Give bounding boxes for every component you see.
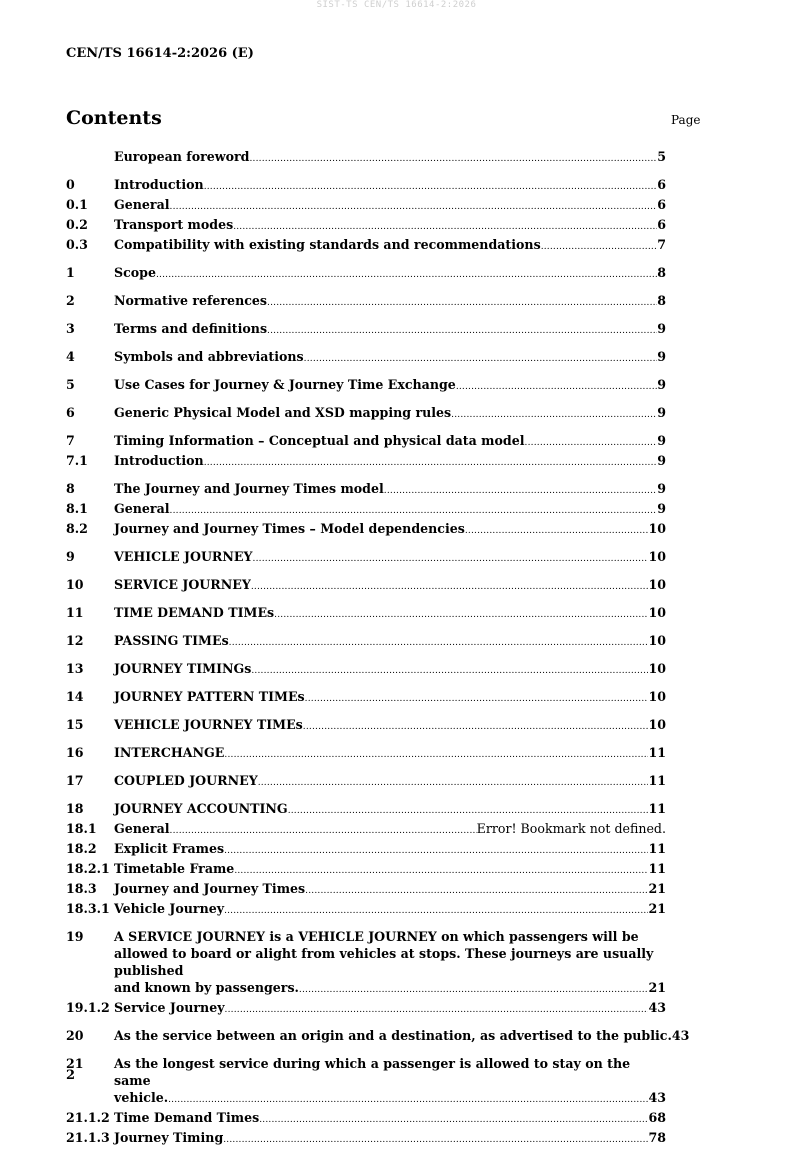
toc-entry-number xyxy=(66,148,114,168)
dot-leader xyxy=(225,1002,649,1019)
toc-entry[interactable] xyxy=(66,820,666,840)
toc-entry[interactable] xyxy=(66,216,666,236)
toc-entry[interactable] xyxy=(66,548,666,568)
toc-entry[interactable] xyxy=(66,860,666,880)
toc-entry-number: 8.2 xyxy=(66,521,88,536)
dot-leader xyxy=(249,151,657,168)
toc-entry[interactable] xyxy=(66,348,666,368)
toc-entry[interactable] xyxy=(66,292,666,312)
toc-entry[interactable] xyxy=(66,900,666,920)
toc-entry-title: Introduction xyxy=(114,453,204,468)
dot-leader xyxy=(525,435,658,452)
dot-leader xyxy=(204,179,658,196)
toc-entry[interactable] xyxy=(66,928,666,999)
toc-entry[interactable] xyxy=(66,176,666,196)
toc-entry-number: 18.2 xyxy=(66,841,97,856)
dot-leader xyxy=(253,551,649,568)
toc-entry-title: The Journey and Journey Times model xyxy=(114,481,384,496)
toc-entry-title: PASSING TIMEs xyxy=(114,633,229,648)
toc-entry-number: 8.1 xyxy=(66,501,88,516)
toc-entry-page: 68 xyxy=(648,1110,666,1125)
dot-leader xyxy=(251,579,649,596)
toc-entry[interactable] xyxy=(66,1129,666,1149)
toc-entry-number: 8 xyxy=(66,481,75,496)
toc-entry-title: Timetable Frame xyxy=(114,861,235,876)
toc-entry-title: Timing Information – Conceptual and physical data model xyxy=(114,433,525,448)
toc-entry-number: 19.1.2 xyxy=(66,1000,110,1015)
toc-entry-title: Journey and Journey Times – Model dependencies xyxy=(114,521,465,536)
toc-entry-number: 12 xyxy=(66,633,84,648)
dot-leader xyxy=(170,823,477,840)
toc-entry-page: 10 xyxy=(648,717,666,732)
toc-entry-page: 7 xyxy=(657,237,666,252)
toc-entry-title: Explicit Frames xyxy=(114,841,225,856)
toc-entry-title: Compatibility with existing standards and recommendations xyxy=(114,237,541,252)
toc-entry-number: 3 xyxy=(66,321,75,336)
toc-entry-title: Transport modes xyxy=(114,217,234,232)
dot-leader xyxy=(170,503,658,520)
toc-entry[interactable] xyxy=(66,196,666,216)
toc-entry-title: Scope xyxy=(114,265,156,280)
dot-leader xyxy=(233,219,657,236)
dot-leader xyxy=(267,323,657,340)
toc-entry-title: JOURNEY TIMINGs xyxy=(114,661,252,676)
dot-leader xyxy=(204,455,658,472)
dot-leader xyxy=(267,295,657,312)
toc-entry-page: 11 xyxy=(648,861,666,876)
toc-entry-number: 18 xyxy=(66,801,84,816)
toc-entry-title: Journey Timing xyxy=(114,1130,224,1145)
toc-entry-number: 17 xyxy=(66,773,84,788)
toc-entry-page: 10 xyxy=(648,577,666,592)
toc-entry-title: Service Journey xyxy=(114,1000,225,1015)
toc-entry[interactable] xyxy=(66,376,666,396)
toc-entry[interactable] xyxy=(66,1027,690,1047)
toc-entry-page: 9 xyxy=(657,377,666,392)
toc-entry[interactable] xyxy=(66,264,666,284)
toc-entry-title: As the longest service during which a passenger is allowed to stay on the same xyxy=(114,1056,631,1088)
toc-entry-number: 16 xyxy=(66,745,84,760)
dot-leader xyxy=(303,719,649,736)
dot-leader xyxy=(274,607,648,624)
toc-entry-number: 7 xyxy=(66,433,75,448)
toc-entry[interactable] xyxy=(66,660,666,680)
toc-entry[interactable] xyxy=(66,148,666,168)
dot-leader xyxy=(223,1132,648,1149)
toc-entry-page: 11 xyxy=(648,841,666,856)
toc-entry[interactable] xyxy=(66,840,666,860)
dot-leader xyxy=(299,982,649,999)
dot-leader xyxy=(229,635,649,652)
toc-entry-page: 10 xyxy=(648,661,666,676)
toc-entry-number: 20 xyxy=(66,1028,84,1043)
toc-entry-number: 10 xyxy=(66,577,84,592)
toc-entry-title: VEHICLE JOURNEY xyxy=(114,549,253,564)
toc-entry[interactable] xyxy=(66,500,666,520)
toc-entry[interactable] xyxy=(66,576,666,596)
toc-entry-page: 78 xyxy=(648,1130,666,1145)
toc-entry-title: SERVICE JOURNEY xyxy=(114,577,251,592)
dot-leader xyxy=(224,747,648,764)
dot-leader xyxy=(259,1112,648,1129)
toc-entry-number: 0.2 xyxy=(66,217,88,232)
document-identifier: CEN/TS 16614-2:2026 (E) xyxy=(66,46,254,61)
toc-entry-page: 6 xyxy=(657,177,666,192)
toc-entry-page: 10 xyxy=(648,521,666,536)
dot-leader xyxy=(451,407,657,424)
toc-entry[interactable] xyxy=(66,688,666,708)
dot-leader xyxy=(258,775,649,792)
dot-leader xyxy=(251,663,648,680)
toc-entry-page: 10 xyxy=(648,633,666,648)
toc-entry-number: 6 xyxy=(66,405,75,420)
dot-leader xyxy=(465,523,649,540)
toc-entry-title: Journey and Journey Times xyxy=(114,881,306,896)
dot-leader xyxy=(304,351,658,368)
toc-entry-title: Time Demand Times xyxy=(114,1110,260,1125)
toc-entry-title: General xyxy=(114,821,170,836)
toc-entry-title: Symbols and abbreviations xyxy=(114,349,304,364)
toc-entry-number: 11 xyxy=(66,605,84,620)
toc-entry-page: Error! Bookmark not defined. xyxy=(476,821,666,836)
toc-entry-number: 18.2.1 xyxy=(66,861,110,876)
page-column-label: Page xyxy=(671,113,701,127)
toc-entry-title: A SERVICE JOURNEY is a VEHICLE JOURNEY on which passengers will be allowed to board or alight from vehicles at stops. These journeys are usually published xyxy=(114,929,654,978)
toc-entry[interactable] xyxy=(66,632,666,652)
toc-entry-title: Use Cases for Journey & Journey Time Exchange xyxy=(114,377,456,392)
toc-entry-title-continued: and known by passengers. xyxy=(114,980,299,995)
toc-entry-page: 21 xyxy=(648,901,666,916)
contents-heading: Contents xyxy=(66,107,162,129)
toc-entry-title: As the service between an origin and a destination, as advertised to the public. xyxy=(114,1028,672,1043)
toc-entry-title: Introduction xyxy=(114,177,204,192)
toc-entry-number: 0 xyxy=(66,177,75,192)
toc-entry-page: 8 xyxy=(657,293,666,308)
toc-entry-page: 21 xyxy=(648,980,666,995)
toc-entry-title-continued: vehicle. xyxy=(114,1090,169,1105)
dot-leader xyxy=(224,903,648,920)
dot-leader xyxy=(156,267,657,284)
toc-entry-page: 11 xyxy=(648,773,666,788)
toc-entry[interactable] xyxy=(66,1055,666,1109)
toc-entry[interactable] xyxy=(66,320,666,340)
toc-entry[interactable] xyxy=(66,772,666,792)
toc-entry-page: 43 xyxy=(671,1028,690,1043)
toc-entry[interactable] xyxy=(66,404,666,424)
toc-entry-title: Generic Physical Model and XSD mapping rules xyxy=(114,405,452,420)
toc-entry-number: 7.1 xyxy=(66,453,88,468)
toc-entry-page: 43 xyxy=(648,1000,666,1015)
table-of-contents xyxy=(66,148,690,1149)
watermark: SIST-TS CEN/TS 16614-2:2026 xyxy=(316,0,477,10)
toc-entry-page: 8 xyxy=(657,265,666,280)
toc-entry[interactable] xyxy=(66,880,666,900)
toc-entry-number: 1 xyxy=(66,265,75,280)
dot-leader xyxy=(305,691,649,708)
dot-leader xyxy=(234,863,648,880)
toc-entry-number: 4 xyxy=(66,349,75,364)
toc-entry-title: TIME DEMAND TIMEs xyxy=(114,605,275,620)
toc-entry-title: COUPLED JOURNEY xyxy=(114,773,258,788)
dot-leader xyxy=(170,199,658,216)
toc-entry[interactable] xyxy=(66,1109,666,1129)
toc-entry-number: 15 xyxy=(66,717,84,732)
toc-entry-page: 6 xyxy=(657,217,666,232)
toc-entry-page: 10 xyxy=(648,549,666,564)
toc-entry-page: 9 xyxy=(657,453,666,468)
dot-leader xyxy=(541,239,658,256)
dot-leader xyxy=(168,1092,648,1109)
toc-entry-number: 9 xyxy=(66,549,75,564)
toc-entry-title: General xyxy=(114,501,170,516)
toc-entry-page: 9 xyxy=(657,349,666,364)
toc-entry-page: 11 xyxy=(648,801,666,816)
toc-entry-number: 18.3.1 xyxy=(66,901,110,916)
dot-leader xyxy=(384,483,657,500)
dot-leader xyxy=(305,883,648,900)
toc-entry[interactable] xyxy=(66,520,666,540)
toc-entry-number: 21.1.3 xyxy=(66,1130,110,1145)
dot-leader xyxy=(224,843,648,860)
toc-entry-page: 10 xyxy=(648,605,666,620)
toc-entry-page: 9 xyxy=(657,481,666,496)
toc-entry-number: 21 xyxy=(66,1056,84,1071)
toc-entry-title: Normative references xyxy=(114,293,268,308)
toc-entry-title: Terms and definitions xyxy=(114,321,268,336)
toc-entry[interactable] xyxy=(66,604,666,624)
toc-entry-number: 18.1 xyxy=(66,821,97,836)
toc-entry-number: 19 xyxy=(66,929,84,944)
toc-entry-page: 9 xyxy=(657,321,666,336)
toc-entry-number: 0.1 xyxy=(66,197,88,212)
toc-entry-title: JOURNEY ACCOUNTING xyxy=(114,801,288,816)
toc-entry-page: 43 xyxy=(648,1090,666,1105)
toc-entry[interactable] xyxy=(66,236,666,256)
toc-entry-number: 13 xyxy=(66,661,84,676)
toc-entry-number: 5 xyxy=(66,377,75,392)
toc-entry-number: 0.3 xyxy=(66,237,88,252)
toc-entry-number: 18.3 xyxy=(66,881,97,896)
dot-leader xyxy=(456,379,657,396)
toc-entry-page: 5 xyxy=(657,149,666,164)
toc-entry-title: Vehicle Journey xyxy=(114,901,225,916)
toc-entry-page: 9 xyxy=(657,501,666,516)
toc-entry-title: VEHICLE JOURNEY TIMEs xyxy=(114,717,303,732)
toc-entry-title: INTERCHANGE xyxy=(114,745,225,760)
toc-entry-title: European foreword xyxy=(114,149,250,164)
toc-entry-page: 6 xyxy=(657,197,666,212)
toc-entry-page: 11 xyxy=(648,745,666,760)
toc-entry-number: 14 xyxy=(66,689,84,704)
toc-entry-page: 9 xyxy=(657,433,666,448)
toc-entry[interactable] xyxy=(66,744,666,764)
toc-entry-page: 10 xyxy=(648,689,666,704)
toc-entry-number: 21.1.2 xyxy=(66,1110,110,1125)
toc-entry[interactable] xyxy=(66,452,666,472)
toc-entry[interactable] xyxy=(66,432,666,452)
dot-leader xyxy=(288,803,649,820)
toc-entry-number: 2 xyxy=(66,293,75,308)
toc-entry[interactable] xyxy=(66,716,666,736)
toc-entry-page: 21 xyxy=(648,881,666,896)
toc-entry[interactable] xyxy=(66,800,666,820)
page-number: 2 xyxy=(66,1068,76,1083)
toc-entry-title: General xyxy=(114,197,170,212)
toc-entry[interactable] xyxy=(66,480,666,500)
toc-entry-title: JOURNEY PATTERN TIMEs xyxy=(114,689,305,704)
toc-entry-page: 9 xyxy=(657,405,666,420)
toc-entry[interactable] xyxy=(66,999,666,1019)
